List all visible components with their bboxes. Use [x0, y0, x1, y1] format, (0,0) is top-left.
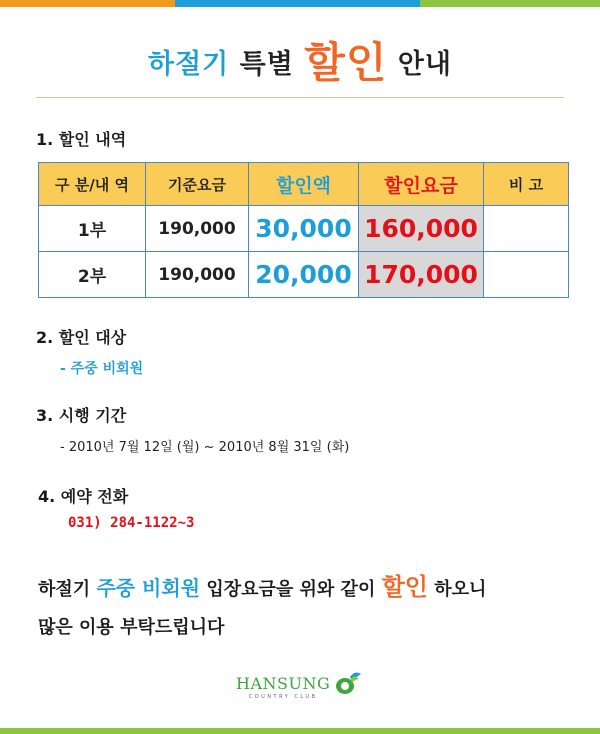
discount-table — [38, 162, 569, 298]
title-part-notice: 안내 — [397, 49, 452, 80]
logo-name: HANSUNG — [236, 674, 331, 693]
hansung-emblem-icon — [332, 668, 362, 698]
top-bar-blue — [175, 0, 420, 7]
closing-suffix: 하오니 — [434, 579, 487, 600]
top-color-bar — [0, 0, 600, 7]
cell-base-fee: 190,000 — [146, 206, 249, 252]
title-part-discount: 할인 — [304, 38, 388, 87]
logo-text — [236, 674, 330, 700]
table-row — [39, 206, 569, 252]
header-category: 구 분/내 역 — [39, 163, 146, 206]
closing-message — [38, 568, 578, 647]
table-row — [39, 252, 569, 298]
top-bar-orange — [0, 0, 175, 7]
closing-target: 주중 비회원 — [96, 576, 201, 600]
closing-line2: 많은 이용 부탁드립니다 — [38, 617, 225, 638]
title-part-special: 특별 — [239, 49, 294, 80]
cell-discounted-fee: 160,000 — [359, 206, 484, 252]
header-base-fee: 기준요금 — [146, 163, 249, 206]
cell-discount-amount: 30,000 — [249, 206, 359, 252]
cell-discounted-fee: 170,000 — [359, 252, 484, 298]
cell-remarks — [484, 252, 569, 298]
reservation-phone: 031) 284-1122~3 — [68, 515, 195, 531]
target-value: - 주중 비회원 — [60, 361, 144, 377]
logo-subtitle: COUNTRY CLUB — [248, 694, 318, 700]
title-part-season: 하절기 — [148, 49, 230, 80]
closing-discount: 할인 — [381, 573, 428, 601]
period-value: - 2010년 7월 12일 (월) ~ 2010년 8월 31일 (화) — [60, 440, 350, 455]
section-discount-details-heading: 1. 할인 내역 — [36, 130, 127, 149]
closing-fee-text: 입장요금을 위와 같이 — [206, 579, 376, 600]
cell-category: 2부 — [39, 252, 146, 298]
table-header-row — [39, 163, 569, 206]
section-period-heading: 3. 시행 기간 — [36, 406, 127, 425]
cell-remarks — [484, 206, 569, 252]
section-target-heading: 2. 할인 대상 — [36, 328, 127, 347]
section-reservation-heading: 4. 예약 전화 — [38, 487, 129, 506]
header-discount-amount: 할인액 — [249, 163, 359, 206]
cell-base-fee: 190,000 — [146, 252, 249, 298]
bottom-color-bar — [0, 728, 600, 734]
cell-discount-amount: 20,000 — [249, 252, 359, 298]
closing-season: 하절기 — [38, 579, 91, 600]
hansung-logo — [236, 674, 362, 714]
header-remarks: 비 고 — [484, 163, 569, 206]
top-bar-green — [420, 0, 600, 7]
header-discounted-fee: 할인요금 — [359, 163, 484, 206]
cell-category: 1부 — [39, 206, 146, 252]
page-title — [0, 30, 600, 90]
title-divider — [36, 97, 564, 98]
